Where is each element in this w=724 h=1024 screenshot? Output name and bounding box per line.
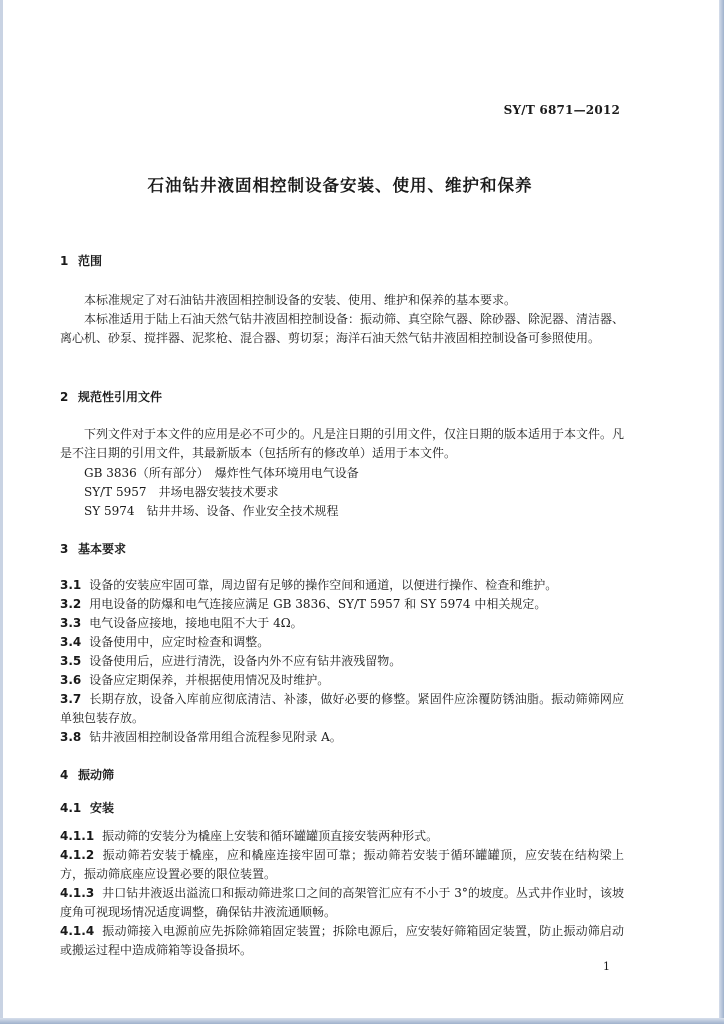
clause-text: 长期存放，设备入库前应彻底清洁、补漆，做好必要的修整。紧固件应涂覆防锈油脂。振动筛筛网应单独包装存放。 [60,692,624,725]
standard-code: SY/T 6871—2012 [503,103,620,117]
clause-item [60,728,624,747]
section-1-paragraph-2: 本标准适用于陆上石油天然气钻井液固相控制设备：振动筛、真空除气器、除砂器、除泥器、清洁器、离心机、砂泵、搅拌器、泥浆枪、混合器、剪切泵；海洋石油天然气钻井液固相控制设备可参照使用。 [60,312,625,345]
page-number: 1 [603,960,610,973]
clause-text: 设备使用中，应定时检查和调整。 [89,635,270,649]
section-title: 基本要求 [78,542,127,556]
clause-text: 用电设备的防爆和电气连接应满足 GB 3836、SY/T 5957 和 SY 5974 中相关规定。 [89,597,547,611]
clause-number: 3.6 [60,673,82,687]
clause-item [60,652,624,671]
reference-item: GB 3836（所有部分） 爆炸性气体环境用电气设备 [84,466,359,480]
section-2-heading [60,388,162,405]
clause-item [60,633,624,652]
subsection-number: 4.1 [60,801,82,815]
subsection-title: 安装 [90,801,115,815]
clause-number: 3.2 [60,597,82,611]
page-frame-left [0,0,3,1024]
clause-number: 3.1 [60,578,82,592]
reference-item: SY 5974 钻井井场、设备、作业安全技术规程 [84,504,339,518]
clause-item [60,614,624,633]
section-number: 4 [60,768,69,782]
clause-text: 钻井液固相控制设备常用组合流程参见附录 A。 [89,730,342,744]
clause-text: 设备的安装应牢固可靠，周边留有足够的操作空间和通道，以便进行操作、检查和维护。 [89,578,558,592]
section-3-heading [60,540,126,557]
clause-text: 振动筛若安装于橇座，应和橇座连接牢固可靠；振动筛若安装于循环罐罐顶，应安装在结构梁上方，振动筛底座应设置必要的限位装置。 [60,848,624,881]
section-2-paragraph-1: 下列文件对于本文件的应用是必不可少的。凡是注日期的引用文件，仅注日期的版本适用于本文件。凡是不注日期的引用文件，其最新版本（包括所有的修改单）适用于本文件。 [60,427,625,460]
clause-item [60,922,624,960]
clause-text: 设备使用后，应进行清洗，设备内外不应有钻井液残留物。 [89,654,402,668]
clause-number: 3.4 [60,635,82,649]
clause-text: 振动筛接入电源前应先拆除筛箱固定装置；拆除电源后，应安装好筛箱固定装置，防止振动筛启动或搬运过程中造成筛箱等设备损坏。 [60,924,624,957]
document-title: 石油钻井液固相控制设备安装、使用、维护和保养 [147,176,533,195]
clause-item [60,846,624,884]
page-frame-bottom [0,1018,724,1024]
clause-number: 4.1.4 [60,924,95,938]
document-page [56,0,624,1018]
section-4-heading [60,766,114,783]
section-number: 1 [60,254,69,268]
clause-number: 4.1.3 [60,886,95,900]
clause-number: 4.1.2 [60,848,95,862]
page-frame-right [719,0,724,1024]
clause-number: 3.3 [60,616,82,630]
clause-text: 井口钻井液返出溢流口和振动筛进浆口之间的高架管汇应有不小于 3°的坡度。丛式井作业时，该坡度角可视现场情况适度调整，确保钻井液流通顺畅。 [60,886,624,919]
section-number: 3 [60,542,69,556]
clause-item [60,576,624,595]
section-1-heading [60,252,102,269]
clause-item [60,595,624,614]
clause-text: 电气设备应接地，接地电阻不大于 4Ω。 [89,616,303,630]
reference-item: SY/T 5957 井场电器安装技术要求 [84,485,279,499]
clause-item [60,827,624,846]
clause-number: 3.5 [60,654,82,668]
clause-item [60,671,624,690]
section-1-paragraph-1: 本标准规定了对石油钻井液固相控制设备的安装、使用、维护和保养的基本要求。 [84,293,517,307]
section-title: 范围 [78,254,103,268]
clause-number: 3.8 [60,730,82,744]
clause-item [60,690,624,728]
clause-text: 振动筛的安装分为橇座上安装和循环罐罐顶直接安装两种形式。 [102,829,439,843]
clause-item [60,884,624,922]
clause-number: 4.1.1 [60,829,95,843]
section-title: 振动筛 [78,768,115,782]
section-title: 规范性引用文件 [78,390,163,404]
clause-number: 3.7 [60,692,82,706]
section-number: 2 [60,390,69,404]
subsection-4-1-heading [60,799,114,816]
clause-text: 设备应定期保养，并根据使用情况及时维护。 [89,673,330,687]
